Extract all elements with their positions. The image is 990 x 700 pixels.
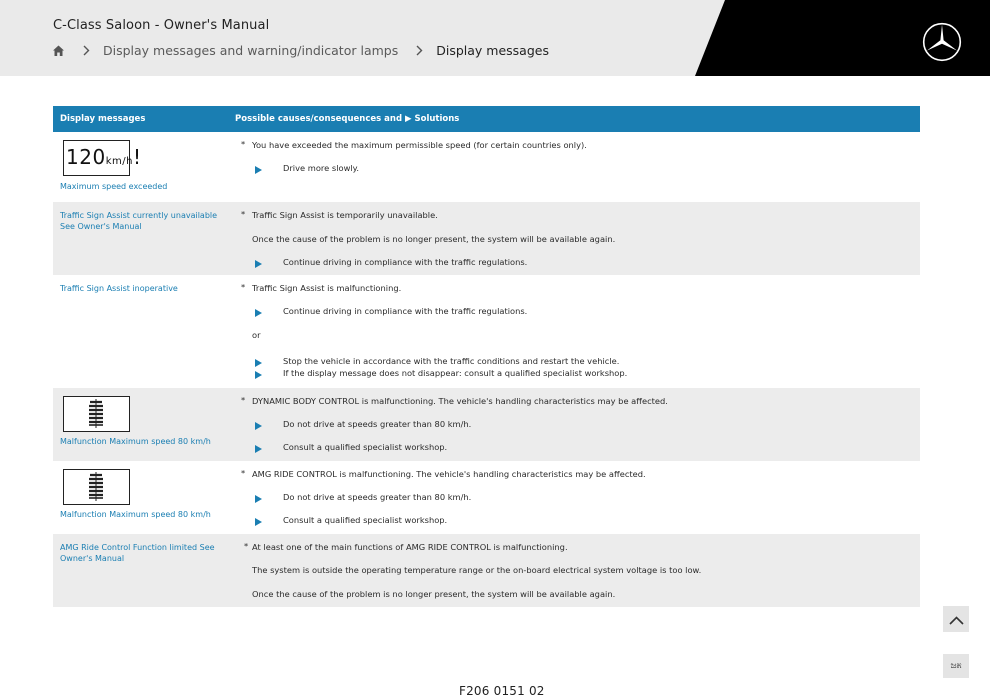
solution-text: Continue driving in compliance with the traffic regulations. [283,257,528,267]
chevron-right-icon [410,45,428,56]
column-header-causes-solutions: Possible causes/consequences and ▶ Solutions [235,114,460,124]
cause-text: AMG RIDE CONTROL is malfunctioning. The vehicle's handling characteristics may be affected. [252,469,646,479]
cause-text: Once the cause of the problem is no longer present, the system will be available again. [252,234,616,244]
chevron-right-icon [77,45,95,56]
solution-arrow-icon [255,309,262,317]
suspension-spring-icon [63,396,130,432]
display-message-text[interactable]: Traffic Sign Assist inoperative [60,284,178,293]
display-messages-table [53,106,920,607]
solution-text: Stop the vehicle in accordance with the traffic conditions and restart the vehicle. [283,356,620,366]
cause-text: The system is outside the operating temperature range or the on-board electrical system voltage is too low. [252,565,702,575]
solution-arrow-icon [255,518,262,526]
solution-arrow-icon [255,371,262,379]
solution-text: Do not drive at speeds greater than 80 km/h. [283,492,472,502]
solution-arrow-icon [255,445,262,453]
bullet: * [241,395,246,405]
cause-text: DYNAMIC BODY CONTROL is malfunctioning. The vehicle's handling characteristics may be affected. [252,396,668,406]
solution-arrow-icon [255,422,262,430]
scroll-to-top-button[interactable] [943,606,969,632]
breadcrumb-item[interactable]: Display messages and warning/indicator lamps [103,42,399,58]
table-row [53,534,920,607]
cause-text: At least one of the main functions of AMG RIDE CONTROL is malfunctioning. [252,542,568,552]
exceeded-mark: ! [132,145,142,169]
bullet: * [241,282,246,292]
document-title: C-Class Saloon - Owner's Manual [53,18,270,33]
breadcrumb [52,41,549,59]
speed-value: 120 [66,145,106,169]
display-message-text[interactable]: Maximum speed exceeded [60,182,168,191]
solution-text: Consult a qualified specialist workshop. [283,442,448,452]
solution-text: Do not drive at speeds greater than 80 km/h. [283,419,472,429]
solution-text: If the display message does not disappear: consult a qualified specialist workshop. [283,368,628,378]
table-row [53,275,920,388]
solution-arrow-icon [255,495,262,503]
cause-text: You have exceeded the maximum permissible speed (for certain countries only). [252,140,587,150]
table-row [53,202,920,275]
display-message-text[interactable]: Malfunction Maximum speed 80 km/h [60,437,211,446]
speed-unit: km/h [105,156,133,167]
breadcrumb-item[interactable]: Display messages [436,42,549,58]
cause-text: Traffic Sign Assist is malfunctioning. [252,283,402,293]
page-header [0,0,990,76]
solution-arrow-icon [255,260,262,268]
display-message-text[interactable]: AMG Ride Control Function limited See Owner's Manual [60,543,215,563]
cause-text: Traffic Sign Assist is temporarily unavailable. [252,210,438,220]
suspension-spring-icon [63,469,130,505]
solution-arrow-icon [255,166,262,174]
or-text: or [252,330,261,340]
cause-text: Once the cause of the problem is no longer present, the system will be available again. [252,589,616,599]
image-code: F206 0151 02 [459,684,545,698]
table-row [53,388,920,461]
bullet: * [244,541,249,551]
table-row [53,132,920,202]
sign-icon: ಜ೫ [950,661,962,671]
solution-text: Drive more slowly. [283,163,360,173]
speed-limit-display-symbol [63,140,142,176]
home-icon[interactable] [52,44,65,57]
mercedes-star-logo[interactable] [922,22,962,62]
bullet: * [241,209,246,219]
solution-text: Continue driving in compliance with the traffic regulations. [283,306,528,316]
column-header-display-messages: Display messages [60,114,146,124]
bullet: * [241,139,246,149]
solution-text: Consult a qualified specialist workshop. [283,515,448,525]
table-header [53,106,920,132]
display-message-text[interactable]: Traffic Sign Assist currently unavailable See Owner's Manual [60,211,218,231]
chevron-up-icon [949,610,964,629]
sign-language-button[interactable] [943,654,969,678]
display-message-text[interactable]: Malfunction Maximum speed 80 km/h [60,510,211,519]
table-row [53,461,920,534]
solution-arrow-icon [255,359,262,367]
bullet: * [241,468,246,478]
